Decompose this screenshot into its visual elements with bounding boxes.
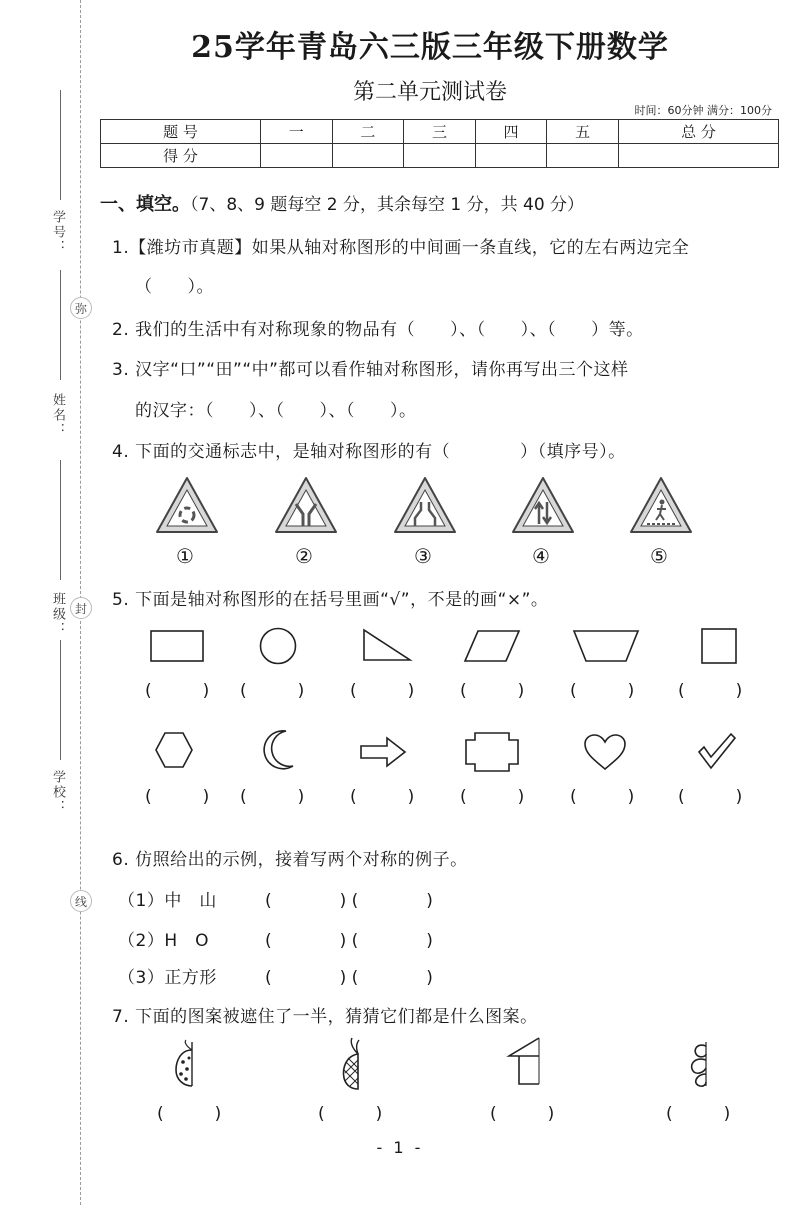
two-way-traffic-sign-icon <box>511 476 575 536</box>
section-heading <box>100 190 584 216</box>
answer-blank-check-mark[interactable]: ( ) <box>678 787 743 807</box>
sign-label-5: ⑤ <box>650 544 668 568</box>
seal-char-mi: 弥 <box>70 297 92 319</box>
name-line <box>60 270 61 380</box>
sign-label-3: ③ <box>414 544 432 568</box>
y-junction-sign-icon <box>274 476 338 536</box>
student-number-line <box>60 90 61 200</box>
question-5: 5. 下面是轴对称图形的在括号里画“√”，不是的画“×”。 <box>112 590 549 610</box>
answer-blank-hexagon[interactable]: ( ) <box>145 787 210 807</box>
square-shape <box>701 628 737 664</box>
q7-answer-pineapple[interactable]: ( ) <box>318 1104 383 1124</box>
question-6: 6. 仿照给出的示例，接着写两个对称的例子。 <box>112 850 468 870</box>
school-line <box>60 640 61 760</box>
q7-answer-flower[interactable]: ( ) <box>666 1104 731 1124</box>
name-label: 姓名： <box>50 393 65 438</box>
question-3-line-1: 3. 汉字“口”“田”“中”都可以看作轴对称图形，请你再写出三个这样 <box>112 360 629 380</box>
half-ladybug-icon <box>172 1040 202 1088</box>
half-pineapple-icon <box>338 1038 368 1090</box>
answer-blank-right-triangle[interactable]: ( ) <box>350 681 415 701</box>
score-table-cell: 五 <box>547 120 619 144</box>
score-input-cell[interactable] <box>404 144 476 168</box>
student-number-label: 学号： <box>50 210 65 255</box>
sign-label-1: ① <box>176 544 194 568</box>
section-heading-title: 一、填空。 <box>100 194 190 215</box>
answer-blank-parallelogram[interactable]: ( ) <box>460 681 525 701</box>
school-label: 学校： <box>50 770 65 815</box>
exam-meta: 时间：60分钟 满分：100分 <box>634 104 772 117</box>
seal-char-xian: 线 <box>70 890 92 912</box>
score-input-cell[interactable] <box>618 144 778 168</box>
class-label: 班级： <box>50 592 65 637</box>
score-table-cell: 三 <box>404 120 476 144</box>
trapezoid-shape <box>573 630 639 662</box>
cross-shape <box>465 732 519 772</box>
answer-blank-square[interactable]: ( ) <box>678 681 743 701</box>
pedestrian-crossing-sign-icon <box>629 476 693 536</box>
road-narrows-sign-icon <box>393 476 457 536</box>
rectangle-shape <box>150 630 204 662</box>
q6-example-1: （1）中 山 <box>118 891 217 911</box>
answer-blank-cross-shape[interactable]: ( ) <box>460 787 525 807</box>
class-line <box>60 460 61 580</box>
score-table-cell: 得 分 <box>101 144 261 168</box>
parallelogram-shape <box>464 630 520 662</box>
crescent-shape <box>260 728 296 772</box>
sign-label-2: ② <box>295 544 313 568</box>
score-input-cell[interactable] <box>547 144 619 168</box>
score-table-cell: 一 <box>260 120 332 144</box>
q7-answer-ladybug[interactable]: ( ) <box>157 1104 222 1124</box>
question-3-line-2[interactable]: 的汉字：（ ）、（ ）、（ ）。 <box>135 401 417 421</box>
score-table <box>100 119 779 168</box>
question-1-line-2[interactable]: （ ）。 <box>135 277 214 297</box>
check-mark-shape <box>697 732 737 770</box>
circle-shape <box>259 627 297 665</box>
section-heading-note: （7、8、9 题每空 2 分，其余每空 1 分，共 40 分） <box>190 195 585 215</box>
answer-blank-crescent[interactable]: ( ) <box>240 787 305 807</box>
half-house-icon <box>505 1036 541 1086</box>
score-input-cell[interactable] <box>260 144 332 168</box>
answer-blank-heart[interactable]: ( ) <box>570 787 635 807</box>
question-2[interactable]: 2. 我们的生活中有对称现象的物品有（ ）、（ ）、（ ）等。 <box>112 320 644 340</box>
seal-char-feng: 封 <box>70 597 92 619</box>
sign-label-4: ④ <box>532 544 550 568</box>
q6-answer-blanks-2[interactable]: ( ) ( ) <box>265 931 433 951</box>
q6-answer-blanks-1[interactable]: ( ) ( ) <box>265 891 433 911</box>
page-subtitle: 第二单元测试卷 <box>352 80 507 105</box>
answer-blank-trapezoid[interactable]: ( ) <box>570 681 635 701</box>
q6-answer-blanks-3[interactable]: ( ) ( ) <box>265 968 433 988</box>
question-7: 7. 下面的图案被遮住了一半，猜猜它们都是什么图案。 <box>112 1007 538 1027</box>
arrow-shape <box>360 737 406 767</box>
q7-answer-house[interactable]: ( ) <box>490 1104 555 1124</box>
score-input-cell[interactable] <box>332 144 404 168</box>
question-4[interactable]: 4. 下面的交通标志中，是轴对称图形的有（ ）（填序号）。 <box>112 442 626 462</box>
heart-shape <box>583 733 627 771</box>
page-number: - 1 - <box>376 1138 424 1157</box>
roundabout-sign-icon <box>155 476 219 536</box>
answer-blank-arrow[interactable]: ( ) <box>350 787 415 807</box>
half-flower-icon <box>682 1040 716 1088</box>
score-table-cell: 题 号 <box>101 120 261 144</box>
score-input-cell[interactable] <box>475 144 547 168</box>
page-title: 25学年青岛六三版三年级下册数学 <box>191 30 669 65</box>
hexagon-shape <box>155 732 193 768</box>
q6-example-3: （3）正方形 <box>118 968 217 988</box>
answer-blank-circle[interactable]: ( ) <box>240 681 305 701</box>
score-table-score-row <box>101 144 779 168</box>
q6-example-2: （2）H O <box>118 931 209 951</box>
answer-blank-rectangle[interactable]: ( ) <box>145 681 210 701</box>
score-table-cell: 二 <box>332 120 404 144</box>
right-triangle-shape <box>362 628 412 662</box>
score-table-cell: 四 <box>475 120 547 144</box>
question-1-line-1: 1.【潍坊市真题】如果从轴对称图形的中间画一条直线，它的左右两边完全 <box>112 238 690 258</box>
score-table-cell: 总 分 <box>618 120 778 144</box>
score-table-header-row <box>101 120 779 144</box>
